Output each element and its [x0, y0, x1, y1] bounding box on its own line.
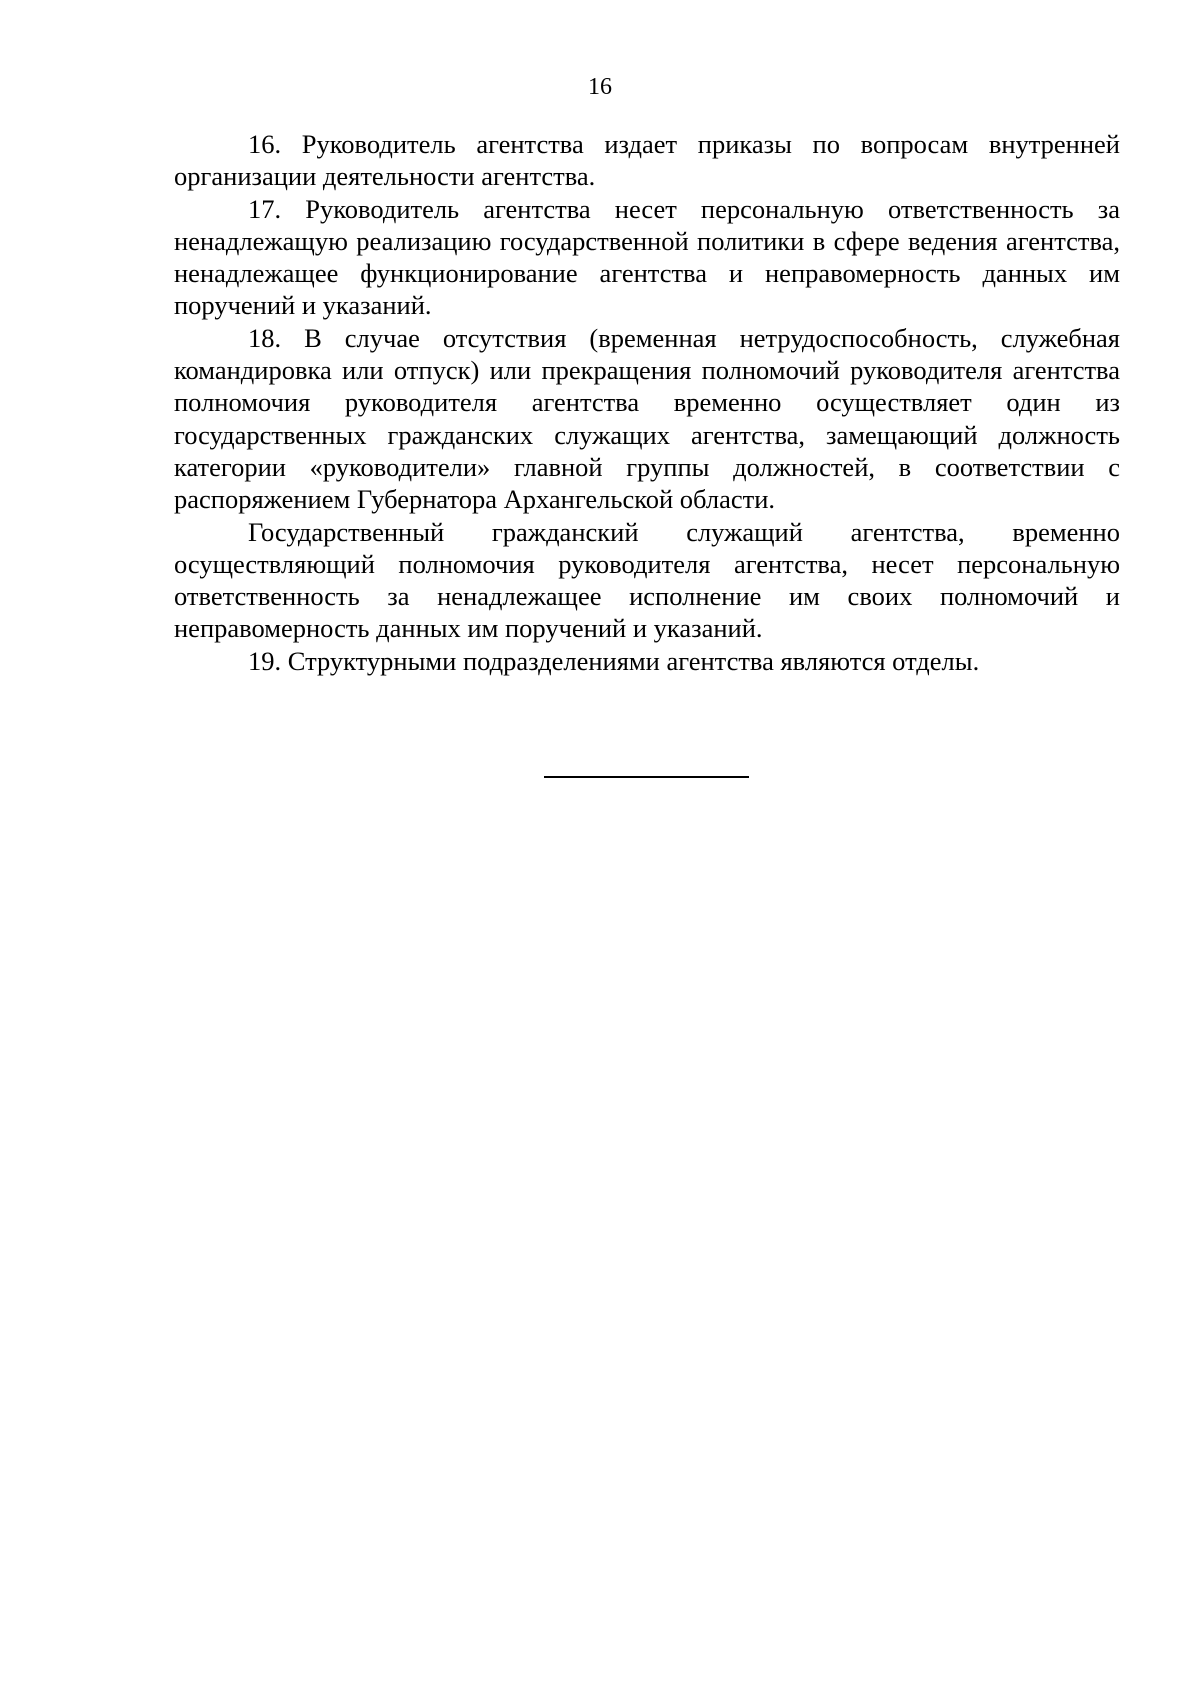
paragraph-19: 19. Структурными подразделениями агентства являются отделы. [248, 645, 980, 676]
paragraph-18-continuation: Государственный гражданский служащий агентства, временно осуществляющий полномочия руководителя агентства, несет персональную ответственность за ненадлежащее исполнение им своих полномочий и неправомерность данных им поручений и указаний. [174, 516, 1120, 644]
end-of-document-divider [544, 776, 749, 778]
paragraph-17: 17. Руководитель агентства несет персональную ответственность за ненадлежащую реализацию государственной политики в сфере ведения агентства, ненадлежащее функционирование агентства и неправомерность данных им поручений и указаний. [174, 193, 1120, 321]
paragraph-16: 16. Руководитель агентства издает приказы по вопросам внутренней организации деятельности агентства. [174, 129, 1120, 192]
document-body [174, 128, 1120, 677]
page-number: 16 [588, 74, 612, 100]
paragraph-18: 18. В случае отсутствия (временная нетрудоспособность, служебная командировка или отпуск) или прекращения полномочий руководителя агентства полномочия руководителя агентства временно осуществляет один из государственных гражданских служащих агентства, замещающий должность категории «руководители» главной группы должностей, в соответствии с распоряжением Губернатора Архангельской области. [174, 322, 1120, 515]
